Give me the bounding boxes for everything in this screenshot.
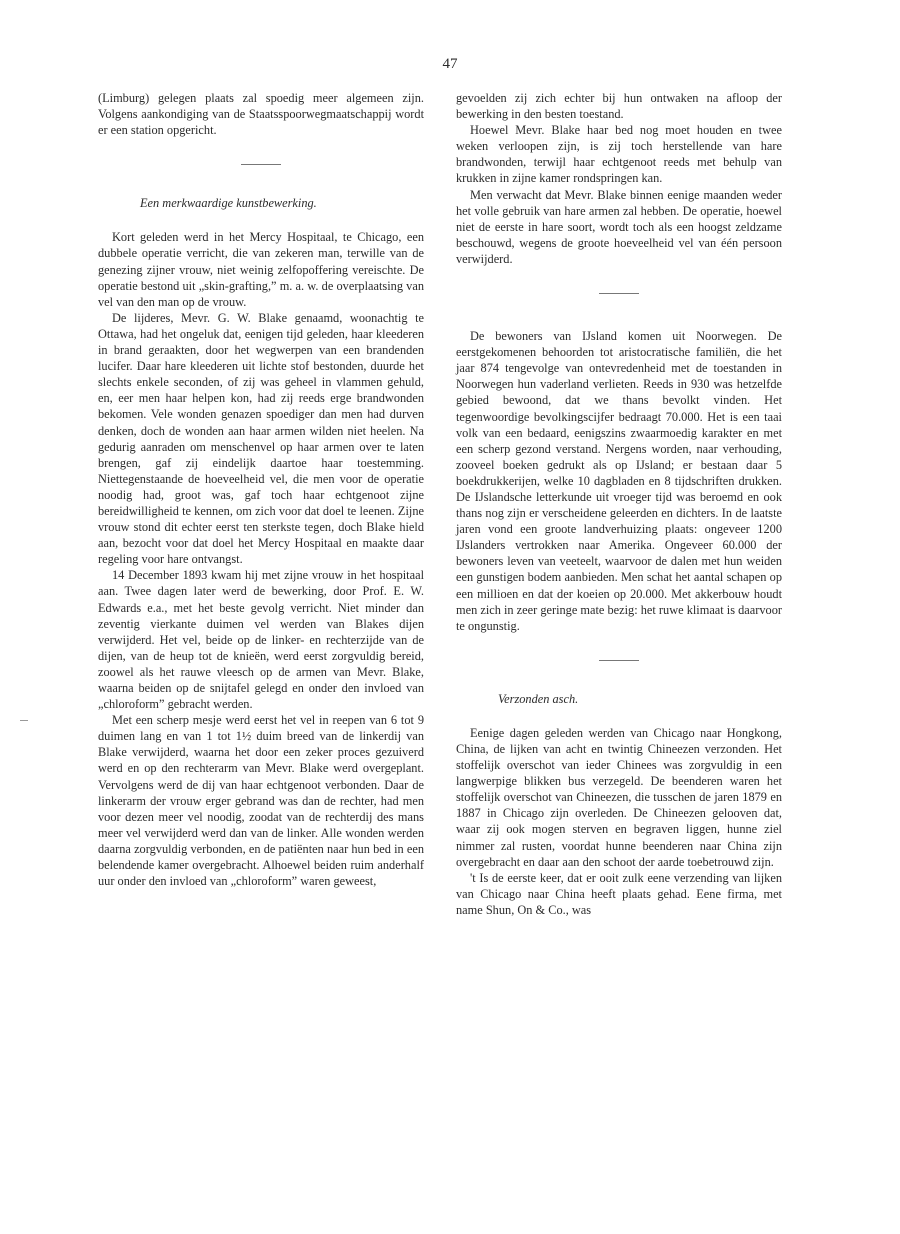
- article-paragraph: 't Is de eerste keer, dat er ooit zulk eene verzending van lijken van Chicago naar China heeft plaats gehad. Eene firma, met name Shun, On & Co., was: [456, 870, 782, 917]
- intro-paragraph: (Limburg) gelegen plaats zal spoedig meer algemeen zijn. Volgens aankondiging van de Staatsspoorwegmaatschappij wordt er een station opgericht.: [98, 91, 424, 138]
- left-column: [98, 90, 424, 889]
- article-paragraph: Hoewel Mevr. Blake haar bed nog moet houden en twee weken verloopen zijn, is zij toch herstellende van hare brandwonden, terwijl haar echtgenoot reeds met behulp van krukken in zijne kamer rondspringen kan.: [456, 123, 782, 186]
- right-column: [456, 90, 782, 918]
- article-paragraph: Kort geleden werd in het Mercy Hospitaal, te Chicago, een dubbele operatie verricht, die van zekeren man, terwille van de genezing zijner vrouw, niet weinig zelfopoffering vereischte. De operatie bestond uit „skin-grafting,” m. a. w. de overplaatsing van vel van den man op de vrouw.: [98, 230, 424, 309]
- margin-mark: [20, 720, 28, 721]
- article-paragraph: 14 December 1893 kwam hij met zijne vrouw in het hospitaal aan. Twee dagen later werd de bewerking, door Prof. E. W. Edwards e.a., met het beste gevolg verricht. Niet minder dan zeventig vierkante duimen vel werden van Blakes dijen verwijderd. Het vel, beide op de linker- en rechterzijde van de dijen, van de heup tot de knieën, werd eerst zorgvuldig bereid, zoowel als het rauwe vleesch op de armen van Mevr. Blake, waarna beiden op de snijtafel gelegd en onder den invloed van „chloroform” gebracht werden.: [98, 568, 424, 712]
- article-title: Een merkwaardige kunstbewerking.: [140, 196, 317, 211]
- page-number: 47: [442, 56, 458, 72]
- article-paragraph: De lijderes, Mevr. G. W. Blake genaamd, woonachtig te Ottawa, had het ongeluk dat, eenigen tijd geleden, haar kleederen in brand geraakten, door het wegwerpen van een brandenden lucifer. Daar hare kleederen uit lichte stof bestonden, duurde het slechts enkele seconden, of zij was geheel in vlammen gehuld, en, eer men haar helpen kon, had zij reeds erge brandwonden bekomen. Vele wonden genazen spoediger dan men had durven denken, doch de wonden aan haar armen wilden niet heelen. Na gedurig aanraden om menschenvel op haar armen over te laten brengen, gaf zij eindelijk daartoe haar toestemming. Niettegenstaande de hoeveelheid vel, die men voor de operatie noodig had, groot was, gaf toch haar echtgenoot zijne bereidwilligheid te kennen, om zich voor dat doel te leenen. Zijne vrouw stond dit echter eerst ten sterkste tegen, doch Blake hield aan, bezocht voor dat doel het Mercy Hospitaal en maakte daar regeling voor hare ontvangst.: [98, 310, 424, 567]
- article-paragraph: Men verwacht dat Mevr. Blake binnen eenige maanden weder het volle gebruik van hare armen zal hebben. De operatie, hoewel niet de eerste in hare soort, wordt toch als een hoogst zeldzame beschouwd, wegens de groote hoeveelheid vel van één persoon verwijderd.: [456, 187, 782, 266]
- article-paragraph: gevoelden zij zich echter bij hun ontwaken na afloop der bewerking in den besten toestand.: [456, 91, 782, 122]
- article-paragraph: Eenige dagen geleden werden van Chicago naar Hongkong, China, de lijken van acht en twintig Chineezen verzonden. Het stoffelijk overschot van ieder Chinees was zorgvuldig in een langwerpige blikken bus verzegeld. De beenderen waren het stoffelijk overschot van Chineezen, die tusschen de jaren 1879 en 1887 in Chicago zijn overleden. De Chineezen gelooven dat, waar zij ook mogen sterven en begraven liggen, hunne ziel nimmer zal rusten, voordat hunne beenderen naar China zijn overgebracht en daar aan den schoot der aarde toebetrouwd zijn.: [456, 725, 782, 869]
- article-title: Verzonden asch.: [498, 691, 579, 706]
- article-paragraph: De bewoners van IJsland komen uit Noorwegen. De eerstgekomenen behoorden tot aristocratische familiën, die het jaar 874 tengevolge van ontevredenheid met de toestanden in Noorwegen hun vaderland verlieten. Reeds in 930 was hetzelfde gebied bewoond, dat we thans bevolkt vinden. Het tegenwoordige bevolkingscijfer bedraagt 70.000. Het is een taai volk van een bedaard, eenigszins zwaarmoedig karakter en met een scherp gezond verstand. Nergens worden, naar verhouding, zooveel boeken gedrukt als op IJsland; er bestaan daar 5 boekdrukkerijen, welke 10 dagbladen en 8 tijdschriften drukken. De IJslandsche letterkunde uit vroeger tijd was beroemd en ook thans nog zijn er verscheidene geleerden en dichters. In de laatste jaren vond een groote landverhuizing plaats: ongeveer 1200 IJslanders vertrokken naar Amerika. Ongeveer 60.000 der bewoners leven van veeteelt, waarvoor de dalen met hun weiden een gunstigen bodem aanbieden. Men schat het aantal schapen op een millioen en dat der koeien op 20.000. Met akkerbouw houdt men zich in zeer geringe mate bezig: het ruwe klimaat is daarvoor te ongunstig.: [456, 329, 782, 633]
- article-paragraph: Met een scherp mesje werd eerst het vel in reepen van 6 tot 9 duimen lang en van 1 tot 1½ duim breed van de linkerdij van Blake verwijderd, waarna het door een zeker proces gezuiverd werd en op den rechterarm van Mevr. Blake werd overgeplant. Vervolgens werd de dij van haar echtgenoot verbonden. Daar de linkerarm der vrouw erger gebrand was dan de rechter, had men voor dezen meer vel noodig, zoodat van de rechterdij des mans meer vel verwijderd werd dan van de linker. Alle wonden werden daarna zorgvuldig verbonden, en de patiënten naar hun bed in een belendende kamer overgebracht. Alhoewel beiden ruim anderhalf uur onder den invloed van „chloroform” waren geweest,: [98, 713, 424, 889]
